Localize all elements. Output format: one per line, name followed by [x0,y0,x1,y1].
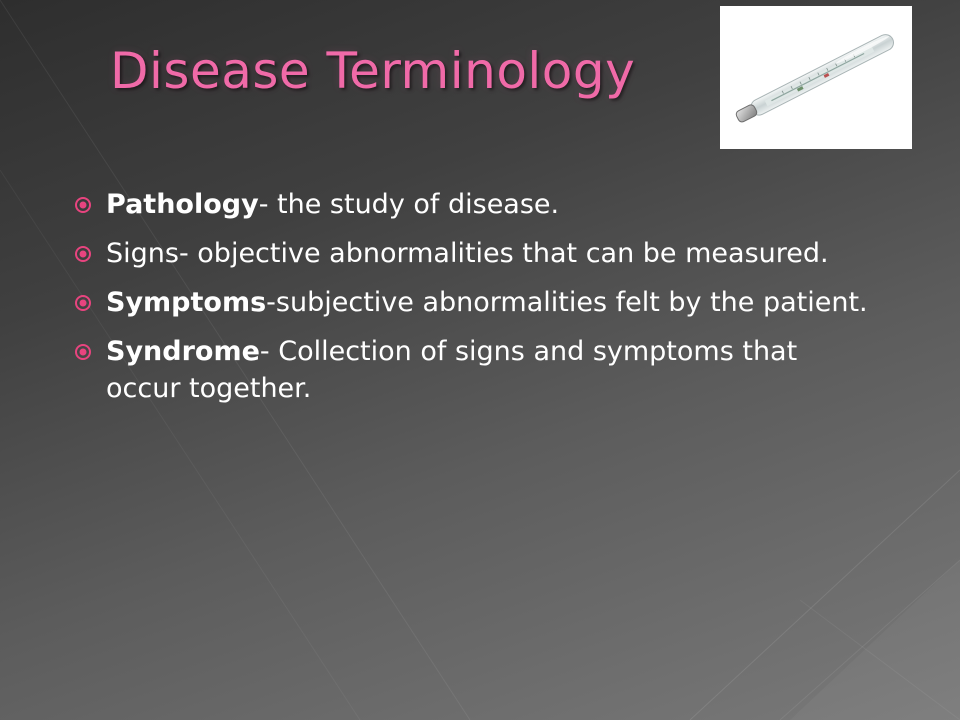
target-bullet-icon [74,294,92,312]
thermometer-icon [720,6,912,149]
target-bullet-icon [74,343,92,361]
term: Syndrome [106,336,260,367]
list-item [74,333,874,407]
target-bullet-icon [74,245,92,263]
target-bullet-icon [74,196,92,214]
definition: - Collection of signs and symptoms that occur together. [106,336,798,404]
slide-title: Disease Terminology [110,42,636,100]
thermometer-image [720,6,912,149]
definition: - the study of disease. [258,189,560,220]
definition: -subjective abnormalities felt by the patient. [266,287,868,318]
definition: Signs- objective abnormalities that can be measured. [106,238,829,269]
term: Pathology [106,189,259,220]
term: Symptoms [106,287,267,318]
list-item [74,284,874,321]
bullet-list [74,186,874,419]
list-item [74,235,874,272]
list-item [74,186,874,223]
